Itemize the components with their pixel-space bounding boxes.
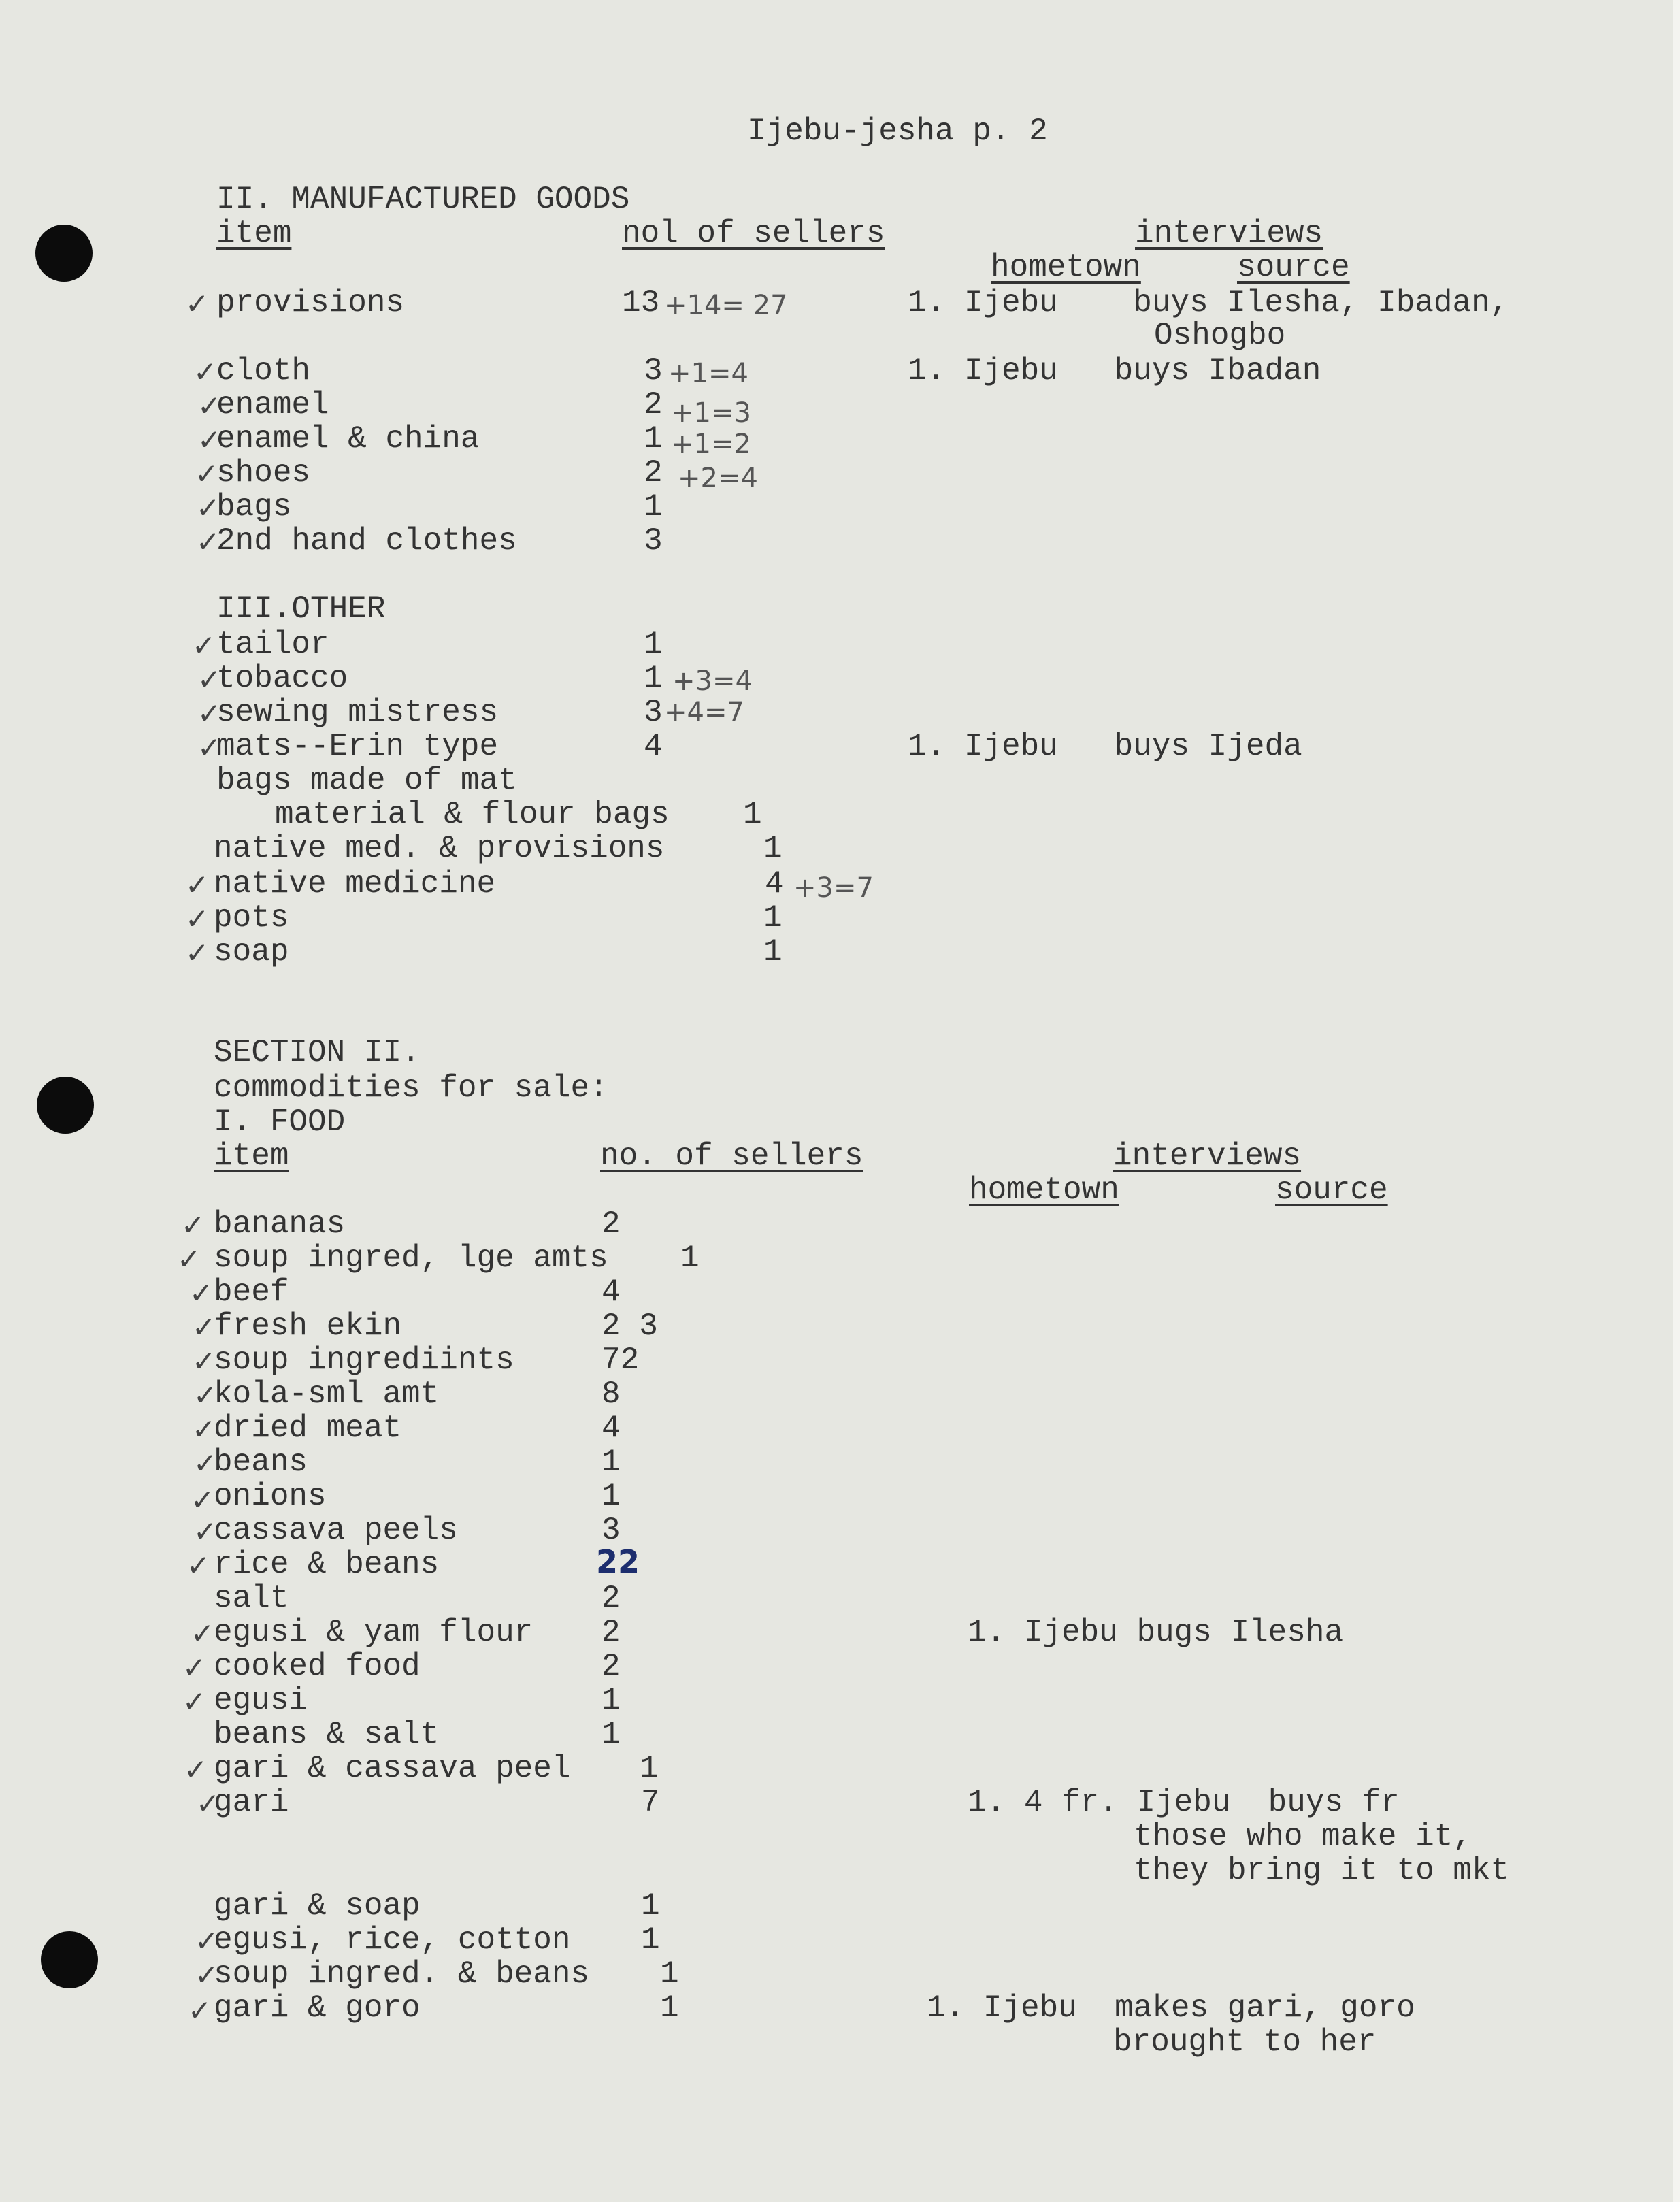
item-name: fresh ekin — [214, 1309, 402, 1344]
check-mark: ✓ — [193, 1447, 218, 1480]
item-name: gari & soap — [214, 1888, 421, 1924]
item-name: cooked food — [214, 1649, 421, 1684]
item-name: cassava peels — [214, 1513, 458, 1548]
seller-count: 3 — [602, 1513, 621, 1548]
check-mark: ✓ — [197, 697, 222, 730]
check-mark: ✓ — [177, 1243, 201, 1276]
check-mark: ✓ — [193, 1379, 218, 1412]
manufactured-col-sellers: nol of sellers — [622, 216, 885, 251]
interview-note: 1. Ijebu buys Ibadan — [908, 353, 1321, 389]
punch-hole-middle — [37, 1077, 94, 1134]
seller-count: 1 — [660, 1956, 679, 1992]
check-mark: ✓ — [186, 1549, 211, 1582]
seller-count: 2 — [602, 1581, 621, 1616]
check-mark: ✓ — [185, 868, 210, 902]
item-name: egusi, rice, cotton — [214, 1922, 571, 1958]
item-name: beef — [214, 1275, 289, 1310]
punch-hole-top — [35, 225, 93, 282]
check-mark: ✓ — [188, 1994, 212, 2027]
check-mark: ✓ — [195, 457, 219, 491]
check-mark: ✓ — [184, 1753, 208, 1786]
interview-note-cont: Oshogbo — [1154, 318, 1286, 353]
food-col-sellers: no. of sellers — [600, 1138, 863, 1174]
check-mark: ✓ — [193, 1515, 218, 1548]
seller-count: 1 — [644, 661, 663, 696]
seller-count: 2 — [602, 1649, 621, 1684]
item-name: bags — [216, 489, 292, 525]
check-mark: ✓ — [182, 1651, 207, 1684]
check-mark: ✓ — [192, 629, 216, 662]
seller-count: 2 — [644, 387, 663, 423]
item-name: native medicine — [214, 866, 496, 902]
food-col-item: item — [214, 1138, 289, 1174]
seller-count: 2 — [602, 1206, 621, 1242]
item-name: bags made of mat — [216, 763, 517, 798]
check-mark: ✓ — [195, 1924, 219, 1958]
check-mark: ✓ — [185, 902, 210, 936]
item-name: 2nd hand clothes — [216, 523, 517, 559]
seller-count: 1 — [680, 1240, 699, 1276]
seller-count: 72 — [602, 1343, 640, 1378]
check-mark: ✓ — [192, 1311, 216, 1344]
section-subtitle: commodities for sale: — [214, 1070, 608, 1106]
check-mark: ✓ — [193, 355, 218, 389]
seller-count: 3 — [644, 523, 663, 559]
item-name: gari & goro — [214, 1990, 421, 2026]
seller-count: 1 — [743, 797, 762, 832]
check-mark: ✓ — [196, 525, 220, 559]
item-name: rice & beans — [214, 1547, 440, 1582]
seller-count-corrected: 22 — [596, 1543, 640, 1580]
seller-count: 1 — [602, 1445, 621, 1480]
seller-count: 2 — [644, 455, 663, 491]
handwritten-sum: +1=2 — [671, 429, 751, 460]
handwritten-sum: +1=4 — [668, 358, 748, 389]
seller-count: 4 — [602, 1275, 621, 1310]
food-title: I. FOOD — [214, 1104, 346, 1140]
page-edge — [1673, 0, 1680, 2202]
food-col-hometown: hometown — [969, 1172, 1119, 1208]
item-name: bananas — [214, 1206, 346, 1242]
other-title: III.OTHER — [216, 591, 386, 627]
food-col-source: source — [1275, 1172, 1388, 1208]
check-mark: ✓ — [197, 389, 222, 423]
section-title: SECTION II. — [214, 1035, 421, 1070]
check-mark: ✓ — [191, 1483, 215, 1517]
item-name: beans & salt — [214, 1717, 440, 1752]
seller-count: 1 — [641, 1922, 660, 1958]
manufactured-title: II. MANUFACTURED GOODS — [216, 182, 630, 217]
interview-note: 1. Ijebu makes gari, goro — [927, 1990, 1415, 2026]
seller-count: 2 3 — [602, 1309, 658, 1344]
seller-count: 3 — [644, 353, 663, 389]
handwritten-sum: +2=4 — [678, 463, 758, 494]
interview-note: 1. Ijebu bugs Ilesha — [968, 1615, 1344, 1650]
seller-count: 13 — [622, 285, 660, 321]
item-name: gari — [214, 1785, 289, 1820]
check-mark: ✓ — [185, 287, 210, 321]
check-mark: ✓ — [197, 663, 222, 696]
item-name: cloth — [216, 353, 311, 389]
seller-count: 4 — [602, 1411, 621, 1446]
item-name: egusi — [214, 1683, 308, 1718]
seller-count: 1 — [644, 421, 663, 457]
item-name: provisions — [216, 285, 405, 321]
check-mark: ✓ — [182, 1685, 207, 1718]
seller-count: 1 — [644, 489, 663, 525]
item-name: sewing mistress — [216, 695, 499, 730]
manufactured-col-hometown: hometown — [991, 250, 1141, 285]
check-mark: ✓ — [189, 1277, 214, 1310]
item-name: egusi & yam flour — [214, 1615, 533, 1650]
manufactured-col-interviews: interviews — [1135, 216, 1323, 251]
check-mark: ✓ — [181, 1209, 205, 1242]
item-name: enamel & china — [216, 421, 480, 457]
handwritten-sum: +3=7 — [793, 872, 874, 904]
seller-count: 1 — [644, 627, 663, 662]
item-name: shoes — [216, 455, 311, 491]
punch-hole-bottom — [41, 1931, 98, 1988]
seller-count: 2 — [602, 1615, 621, 1650]
interview-note: 1. Ijebu buys Ijeda — [908, 729, 1302, 764]
seller-count: 1 — [763, 831, 783, 866]
check-mark: ✓ — [197, 731, 222, 764]
seller-count: 3 — [644, 695, 663, 730]
item-name: kola-sml amt — [214, 1377, 440, 1412]
item-name: soup ingred. & beans — [214, 1956, 590, 1992]
manufactured-col-item: item — [216, 216, 292, 251]
check-mark: ✓ — [185, 936, 210, 970]
interview-note: 1. 4 fr. Ijebu buys fr — [968, 1785, 1400, 1820]
check-mark: ✓ — [192, 1345, 216, 1378]
item-name: native med. & provisions — [214, 831, 665, 866]
interview-note-cont: those who make it, — [1134, 1819, 1472, 1854]
item-name: enamel — [216, 387, 329, 423]
item-name: dried meat — [214, 1411, 402, 1446]
seller-count: 1 — [602, 1479, 621, 1514]
item-name: soup ingred, lge amts — [214, 1240, 608, 1276]
seller-count: 7 — [641, 1785, 660, 1820]
item-name: material & flour bags — [275, 797, 670, 832]
item-name: onions — [214, 1479, 327, 1514]
seller-count: 1 — [641, 1888, 660, 1924]
seller-count: 1 — [640, 1751, 659, 1786]
check-mark: ✓ — [197, 423, 222, 457]
item-name: tailor — [216, 627, 329, 662]
seller-count: 1 — [660, 1990, 679, 2026]
handwritten-sum: +3=4 — [672, 665, 753, 697]
page-header: Ijebu-jesha p. 2 — [747, 114, 1048, 149]
check-mark: ✓ — [192, 1413, 216, 1446]
item-name: soap — [214, 934, 289, 970]
item-name: beans — [214, 1445, 308, 1480]
handwritten-sum: +1=3 — [671, 397, 751, 429]
check-mark: ✓ — [191, 1617, 215, 1650]
handwritten-sum: +4=7 — [664, 697, 744, 728]
interview-note: 1. Ijebu buys Ilesha, Ibadan, — [908, 285, 1509, 321]
seller-count: 4 — [644, 729, 663, 764]
item-name: salt — [214, 1581, 289, 1616]
seller-count: 1 — [763, 934, 783, 970]
item-name: pots — [214, 900, 289, 936]
item-name: gari & cassava peel — [214, 1751, 571, 1786]
seller-count: 1 — [602, 1717, 621, 1752]
seller-count: 8 — [602, 1377, 621, 1412]
check-mark: ✓ — [196, 1787, 220, 1820]
interview-note-cont: brought to her — [1113, 2024, 1377, 2060]
food-col-interviews: interviews — [1113, 1138, 1302, 1174]
item-name: tobacco — [216, 661, 348, 696]
item-name: soup ingrediints — [214, 1343, 514, 1378]
interview-note-cont: they bring it to mkt — [1134, 1853, 1510, 1888]
item-name: mats--Erin type — [216, 729, 499, 764]
seller-count: 4 — [765, 866, 784, 902]
seller-count: 1 — [763, 900, 783, 936]
seller-count: 1 — [602, 1683, 621, 1718]
manufactured-col-source: source — [1237, 250, 1350, 285]
handwritten-sum: +14= 27 — [664, 290, 788, 321]
check-mark: ✓ — [196, 491, 220, 525]
check-mark: ✓ — [195, 1958, 219, 1992]
